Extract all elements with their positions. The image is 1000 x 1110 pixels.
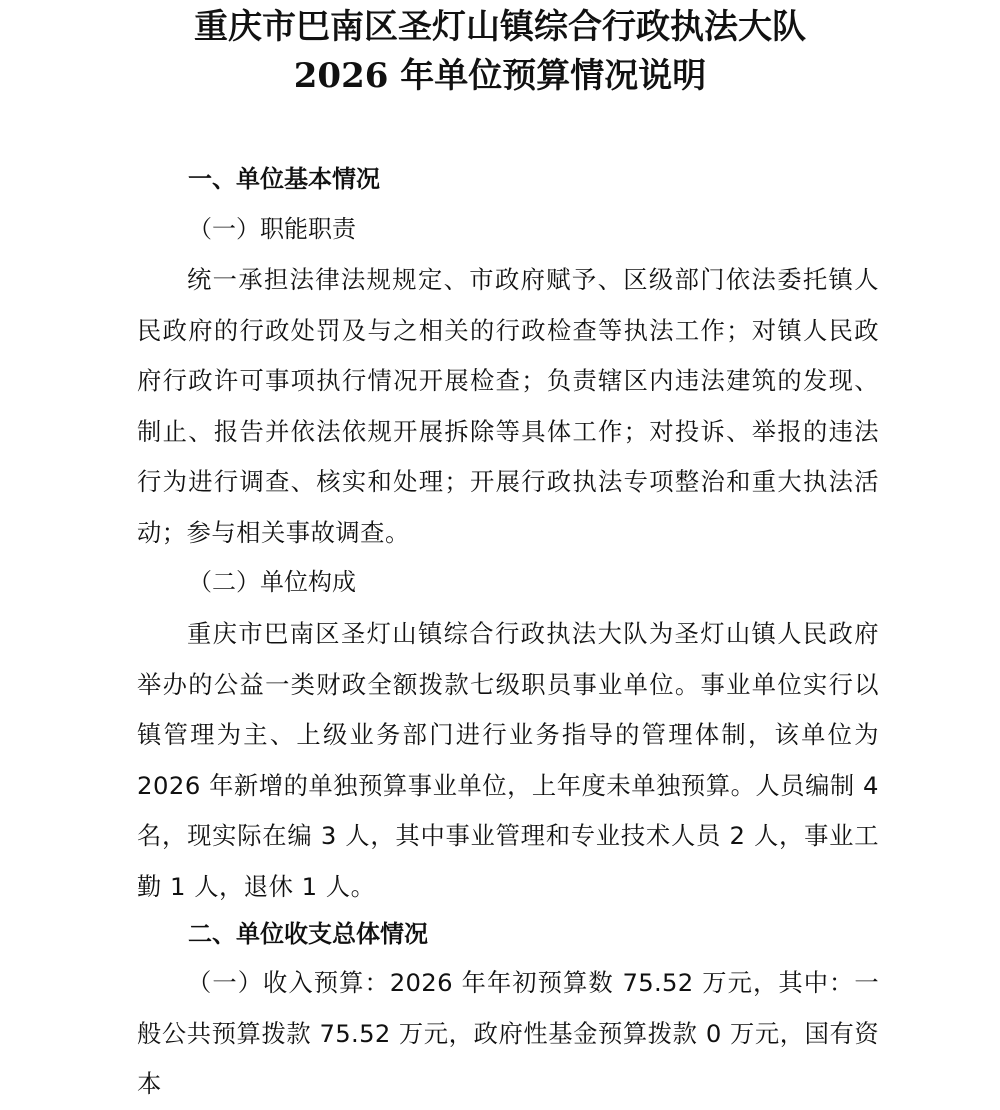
document-title-line1: 重庆市巴南区圣灯山镇综合行政执法大队 <box>194 7 806 47</box>
document-title-line2: 2026 年单位预算情况说明 <box>293 56 707 96</box>
section1-sub2-heading: （二）单位构成 <box>188 568 356 596</box>
section2-sub1-paragraph: （一）收入预算：2026 年年初预算数 75.52 万元，其中：一般公共预算拨款 75.52 万元，政府性基金预算拨款 0 万元，国有资本 <box>137 968 879 1099</box>
section1-sub1-heading: （一）职能职责 <box>188 215 356 243</box>
section1-heading: 一、单位基本情况 <box>188 165 380 193</box>
section2-heading: 二、单位收支总体情况 <box>188 920 428 948</box>
section1-sub1-paragraph: 统一承担法律法规规定、市政府赋予、区级部门依法委托镇人民政府的行政处罚及与之相关的行政检查等执法工作；对镇人民政府行政许可事项执行情况开展检查；负责辖区内违法建筑的发现、制止、报告并依法依规开展拆除等具体工作；对投诉、举报的违法行为进行调查、核实和处理；开展行政执法专项整治和重大执法活动；参与相关事故调查。 <box>137 265 879 547</box>
section1-sub2-paragraph: 重庆市巴南区圣灯山镇综合行政执法大队为圣灯山镇人民政府举办的公益一类财政全额拨款七级职员事业单位。事业单位实行以镇管理为主、上级业务部门进行业务指导的管理体制，该单位为 2026 年新增的单独预算事业单位，上年度未单独预算。人员编制 4 名，现实际在编 3 人，其中事业管理和专业技术人员 2 人，事业工勤 1 人，退休 1 人。 <box>137 619 879 901</box>
